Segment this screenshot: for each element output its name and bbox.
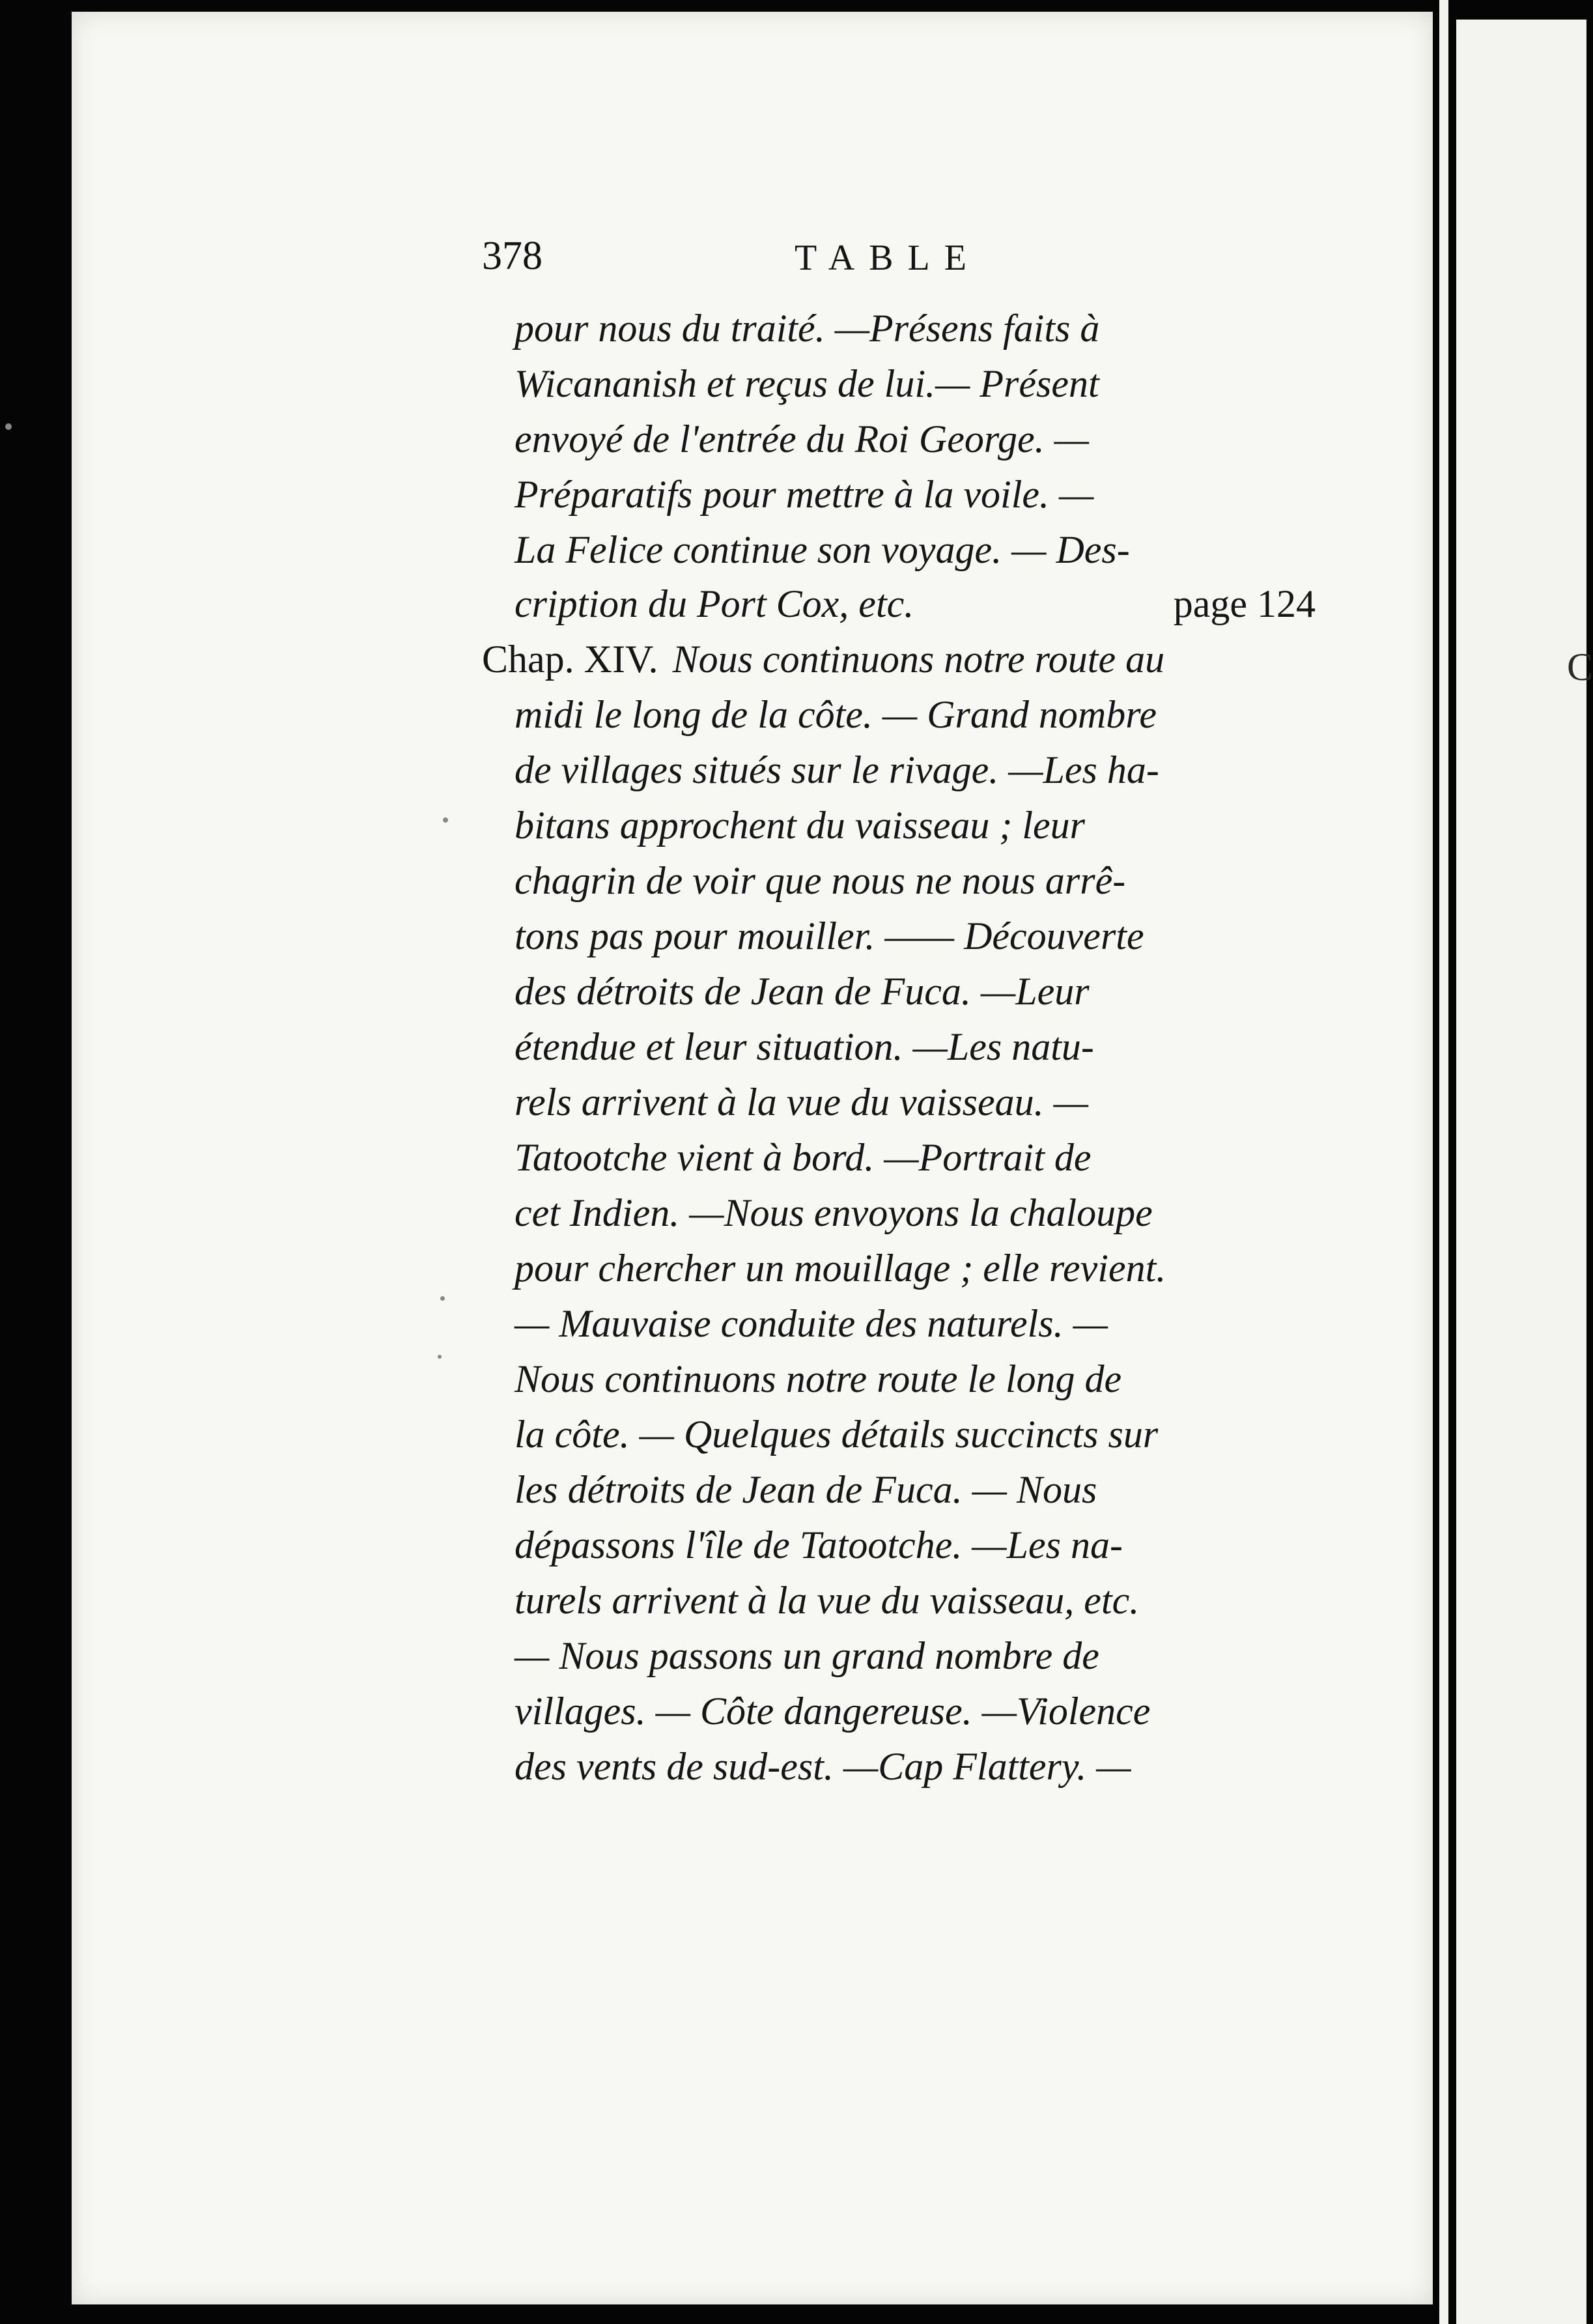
margin-speck xyxy=(5,423,12,430)
page-number: 378 xyxy=(482,234,543,278)
margin-speck xyxy=(438,1355,442,1359)
text-line: des vents de sud-est. —Cap Flattery. — xyxy=(515,1745,1131,1788)
text-line: rels arrivent à la vue du vaisseau. — xyxy=(515,1081,1088,1124)
text-line: les détroits de Jean de Fuca. — Nous xyxy=(515,1468,1097,1511)
text-line: tons pas pour mouiller. —— Découverte xyxy=(515,914,1144,957)
right-page xyxy=(1456,20,1586,2324)
text-line: de villages situés sur le rivage. —Les ha- xyxy=(515,748,1159,791)
text-line: dépassons l'île de Tatootche. —Les na- xyxy=(515,1523,1123,1566)
text-line: La Felice continue son voyage. — Des- xyxy=(515,528,1130,571)
text-line: la côte. — Quelques détails succincts sur xyxy=(515,1413,1159,1456)
page-edge xyxy=(1439,0,1448,2324)
text-line: envoyé de l'entrée du Roi George. — xyxy=(515,418,1089,461)
text-line: Préparatifs pour mettre à la voile. — xyxy=(515,473,1094,516)
text-line: — Mauvaise conduite des naturels. — xyxy=(515,1302,1108,1345)
text-line: cet Indien. —Nous envoyons la chaloupe xyxy=(515,1191,1153,1234)
text-line: turels arrivent à la vue du vaisseau, etc. xyxy=(515,1579,1140,1622)
line-text: cription du Port Cox, etc. xyxy=(515,582,914,625)
chapter-heading xyxy=(482,637,1316,689)
text-line: bitans approchent du vaisseau ; leur xyxy=(515,804,1086,847)
text-line: étendue et leur situation. —Les natu- xyxy=(515,1025,1094,1068)
page-header xyxy=(482,233,1329,285)
chapter-label: Chap. XIV. xyxy=(482,638,658,681)
text-line: chagrin de voir que nous ne nous arrê- xyxy=(515,859,1126,902)
text-line: Tatootche vient à bord. —Portrait de xyxy=(515,1136,1092,1179)
text-line: Nous continuons notre route le long de xyxy=(515,1357,1122,1400)
text-line: villages. — Côte dangereuse. —Violence xyxy=(515,1690,1151,1733)
right-page-fragment: C xyxy=(1567,645,1593,688)
text-line: Wicananish et reçus de lui.— Présent xyxy=(515,362,1099,405)
text-line: midi le long de la côte. — Grand nombre xyxy=(515,693,1157,736)
text-line: pour nous du traité. —Présens faits à xyxy=(515,307,1100,350)
margin-speck xyxy=(440,1296,445,1301)
page-reference: page 124 xyxy=(1173,582,1316,625)
text-line: pour chercher un mouillage ; elle revient. xyxy=(515,1247,1166,1290)
text-line: — Nous passons un grand nombre de xyxy=(515,1634,1099,1677)
margin-speck xyxy=(443,817,448,823)
chapter-first-line: Nous continuons notre route au xyxy=(672,638,1165,681)
text-line xyxy=(515,582,1316,634)
text-line: des détroits de Jean de Fuca. —Leur xyxy=(515,970,1090,1013)
running-title: TABLE xyxy=(795,238,981,278)
